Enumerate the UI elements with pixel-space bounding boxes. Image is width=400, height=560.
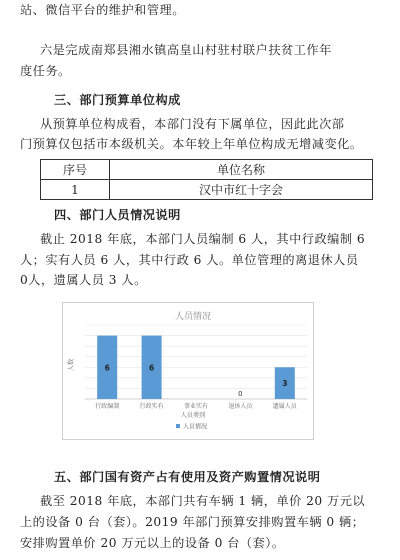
data-label: 6: [148, 363, 155, 373]
section-heading-4: 四、部门人员情况说明: [54, 208, 181, 222]
table-row: [41, 180, 373, 200]
x-tick-label: 行政实有: [139, 403, 164, 410]
data-label: 0: [238, 390, 243, 398]
table-cell: 1: [41, 180, 110, 200]
table-header-row: [41, 160, 373, 180]
x-tick-label: 事业实有: [183, 403, 209, 410]
paragraph-line: 截至 2018 年底，本部门共有车辆 1 辆，单价 20 万元以: [40, 494, 366, 508]
section-heading-3: 三、部门预算单位构成: [54, 93, 181, 107]
table-header-cell: 单位名称: [110, 160, 373, 180]
paragraph-line: 门预算仅包括市本级机关。本年较上年单位构成无增减变化。: [20, 137, 363, 151]
chart-svg: [63, 303, 313, 439]
legend-swatch: [176, 424, 180, 428]
paragraph-line: 上的设备 0 台（套）。2019 年部门预算安排购置车辆 0 辆；: [20, 515, 365, 529]
table-header-cell: 序号: [41, 160, 110, 180]
x-tick-label: 遗属人员: [272, 403, 297, 410]
paragraph-line: 截止 2018 年底，本部门人员编制 6 人，其中行政编制 6: [40, 232, 366, 246]
y-axis-label: 人数: [68, 358, 75, 372]
data-label: 3: [282, 379, 288, 389]
paragraph-line: 度任务。: [20, 64, 71, 78]
chart-title: 人员情况: [174, 312, 212, 322]
paragraph-line: 安排购置单价 20 万元以上的设备 0 台（套）。: [20, 536, 285, 550]
paragraph-line: 0人，遗属人员 3 人。: [20, 273, 147, 287]
legend-label: 人员情况: [183, 423, 208, 431]
paragraph-line: 六是完成南郑县湘水镇高皇山村驻村联户扶贫工作年: [40, 43, 332, 57]
x-tick-label: 退休人员: [228, 403, 253, 410]
legend: [176, 423, 207, 431]
section-heading-5: 五、部门国有资产占有使用及资产购置情况说明: [54, 470, 321, 484]
unit-table: [40, 159, 373, 200]
paragraph-line: 人；实有人员 6 人，其中行政 6 人。单位管理的离退休人员: [20, 253, 359, 267]
plot-area: [85, 325, 307, 410]
x-axis-label: 人员类别: [180, 412, 206, 419]
x-tick-label: 行政编制: [95, 403, 120, 410]
paragraph-line: 站、微信平台的维护和管理。: [20, 3, 185, 17]
data-label: 6: [104, 363, 110, 373]
personnel-chart: [62, 302, 314, 440]
paragraph-line: 从预算单位构成看，本部门没有下属单位，因此此次部: [40, 117, 345, 131]
table-cell: 汉中市红十字会: [110, 180, 373, 200]
